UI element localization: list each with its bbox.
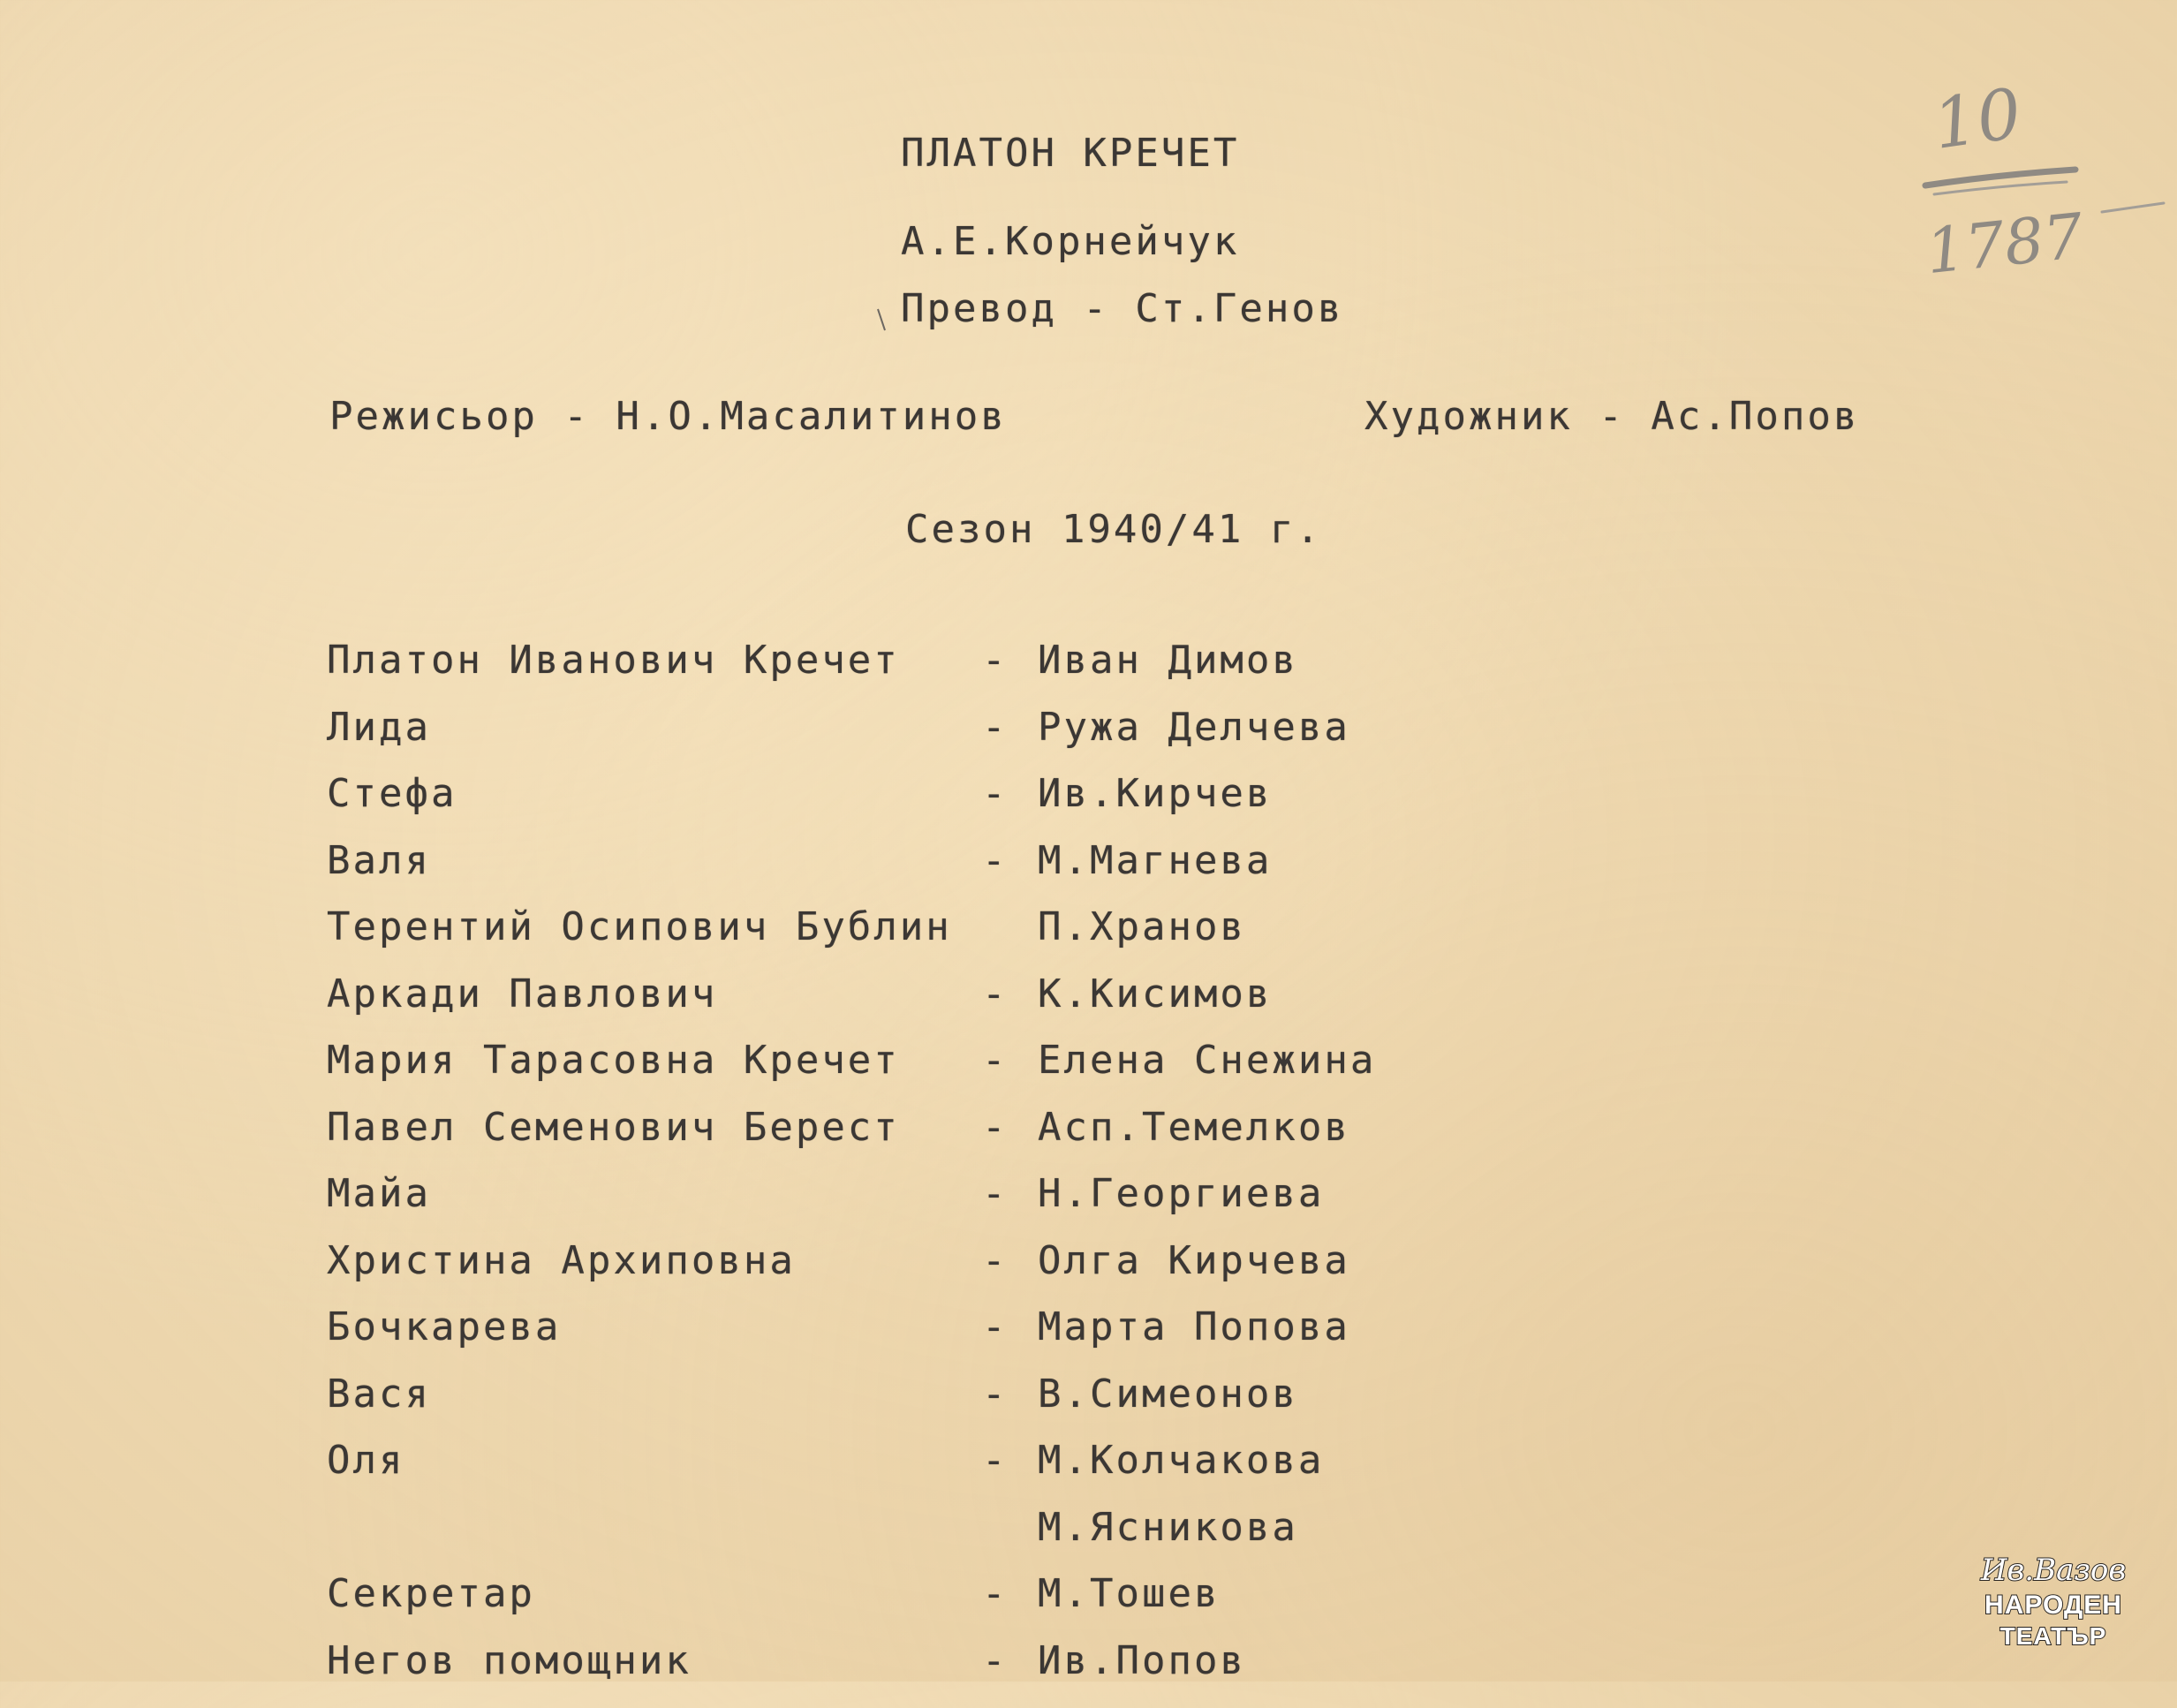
- cast-row: [327, 1508, 1475, 1576]
- cast-actor: Ив.Кирчев: [1038, 775, 1272, 813]
- cast-actor: Ружа Делчева: [1038, 708, 1350, 747]
- cast-actor: Марта Попова: [1038, 1308, 1350, 1347]
- cast-role: Христина Архиповна: [327, 1242, 796, 1281]
- cast-dash: -: [982, 1642, 1009, 1681]
- cast-dash: -: [982, 708, 1009, 747]
- play-title: ПЛАТОН КРЕЧЕТ: [901, 134, 1239, 173]
- cast-role: Лида: [327, 708, 431, 747]
- cast-dash: -: [982, 775, 1009, 813]
- cast-row: [327, 1308, 1475, 1375]
- cast-row: [327, 1441, 1475, 1508]
- cast-dash: -: [982, 1308, 1009, 1347]
- cast-dash: -: [982, 1242, 1009, 1281]
- cast-actor: М.Колчакова: [1038, 1441, 1324, 1480]
- translator-line: Превод - Ст.Генов: [901, 290, 1343, 329]
- cast-dash: -: [982, 641, 1009, 680]
- archive-sub-number: 1787: [1923, 200, 2087, 288]
- stray-pen-mark: [876, 307, 888, 332]
- cast-role: Оля: [327, 1441, 404, 1480]
- cast-actor: М.Тошев: [1038, 1575, 1220, 1614]
- theatre-logo: [1974, 1541, 2133, 1656]
- logo-signature: [1974, 1541, 2133, 1594]
- cast-actor: В.Симеонов: [1038, 1375, 1298, 1414]
- designer-line: Художник - Ас.Попов: [1364, 397, 1859, 436]
- cast-role: Павел Семенович Берест: [327, 1108, 900, 1147]
- cast-dash: -: [982, 1175, 1009, 1213]
- cast-row: [327, 842, 1475, 909]
- cast-row: [327, 641, 1475, 708]
- cast-row: [327, 975, 1475, 1042]
- cast-actor: Ив.Попов: [1038, 1642, 1246, 1681]
- cast-role: Терентий Осипович Бублин: [327, 908, 952, 947]
- cast-row: [327, 1041, 1475, 1108]
- cast-actor: Олга Кирчева: [1038, 1242, 1350, 1281]
- cast-role: Платон Иванович Кречет: [327, 641, 900, 680]
- cast-role: Мария Тарасовна Кречет: [327, 1041, 900, 1080]
- cast-role: Вася: [327, 1375, 431, 1414]
- cast-row: [327, 708, 1475, 775]
- cast-row: [327, 1175, 1475, 1242]
- cast-role: Негов помощник: [327, 1642, 692, 1681]
- cast-role: Бочкарева: [327, 1308, 561, 1347]
- season-line: Сезон 1940/41 г.: [905, 510, 1322, 549]
- cast-dash: -: [982, 1575, 1009, 1614]
- cast-actor: Елена Снежина: [1038, 1041, 1376, 1080]
- cast-role: Майа: [327, 1175, 431, 1213]
- logo-script-text: Ив.Вазов: [1980, 1553, 2126, 1588]
- cast-actor: М.Магнева: [1038, 842, 1272, 880]
- cast-dash: -: [982, 1441, 1009, 1480]
- cast-actor: Асп.Темелков: [1038, 1108, 1350, 1147]
- cast-actor: Н.Георгиева: [1038, 1175, 1324, 1213]
- cast-actor: Иван Димов: [1038, 641, 1298, 680]
- logo-line-2: ТЕАТЪР: [1974, 1622, 2133, 1651]
- cast-dash: -: [982, 975, 1009, 1014]
- cast-row: [327, 1642, 1475, 1708]
- cast-row: [327, 1375, 1475, 1442]
- play-author: А.Е.Корнейчук: [901, 223, 1239, 261]
- cast-dash: -: [982, 1375, 1009, 1414]
- archive-pencil-mark: [1899, 62, 2177, 291]
- cast-row: [327, 908, 1475, 975]
- cast-row: [327, 1108, 1475, 1175]
- cast-actor: М.Ясникова: [1038, 1508, 1298, 1547]
- cast-role: Секретар: [327, 1575, 535, 1614]
- cast-role: Аркади Павлович: [327, 975, 717, 1014]
- cast-role: Стефа: [327, 775, 457, 813]
- cast-row: [327, 775, 1475, 842]
- cast-actor: П.Хранов: [1038, 908, 1246, 947]
- cast-dash: -: [982, 842, 1009, 880]
- cast-dash: -: [982, 1108, 1009, 1147]
- cast-actor: К.Кисимов: [1038, 975, 1272, 1014]
- director-line: Режисьор - Н.О.Масалитинов: [329, 397, 1007, 436]
- cast-list: [327, 641, 1475, 1708]
- logo-line-1: НАРОДЕН: [1974, 1591, 2133, 1621]
- cast-row: [327, 1242, 1475, 1309]
- cast-dash: -: [982, 1041, 1009, 1080]
- archive-number: 10: [1928, 74, 2026, 165]
- cast-role: Валя: [327, 842, 431, 880]
- cast-row: [327, 1575, 1475, 1642]
